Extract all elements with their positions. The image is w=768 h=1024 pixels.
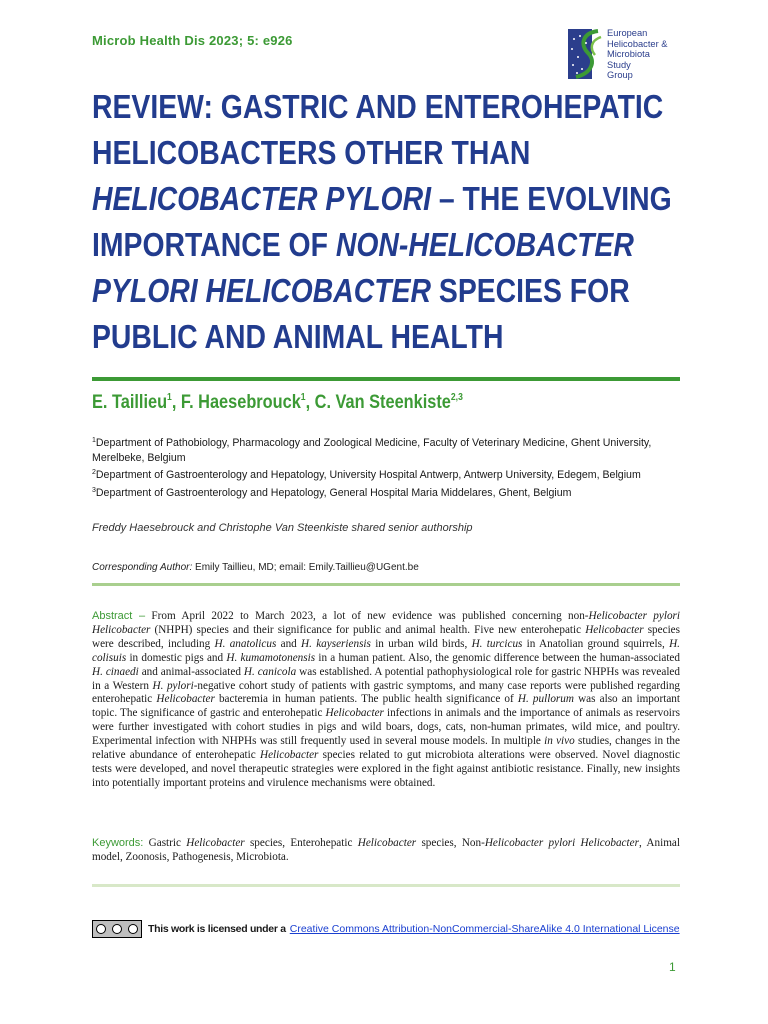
section-divider [92,377,680,381]
affiliation-3: $^3$Department of Gastroenterology and Hepatology, General Hospital Maria Middelares, Ghent, Belgium [92,486,572,499]
section-divider [92,884,680,887]
affiliation-2: $^2$Department of Gastroenterology and Hepatology, University Hospital Antwerp, Antwerp University, Edegem, Belgium [92,469,641,481]
corresponding-author: Corresponding Author: Emily Taillieu, MD; email: Emily.Taillieu@UGent.be [92,562,419,573]
author-list: E. Taillieu$^1$, F. Haesebrouck$^1$, C. Van Steenkiste$^{2,3}$ [92,392,463,413]
license-notice [92,919,680,939]
license-link[interactable]: Creative Commons Attribution-NonCommercial-ShareAlike 4.0 International License [289,923,680,935]
shared-authorship-note: Freddy Haesebrouck and Christophe Van Steenkiste shared senior authorship [92,522,473,534]
society-logo [568,27,680,83]
ehmsg-logo-icon [568,27,604,81]
logo-wordmark: European Helicobacter & Microbiota Study Group [607,28,668,81]
abstract: Abstract – From April 2022 to March 2023, a lot of new evidence was published concerning non-Helicobacter pylori Helicobacter (NHPH) species and their significance for public and animal health. Five new enterohepatic Helicobacter species were described, including H. anatolicus and H. kayseriensis in urban wild birds, H. turcicus in Anatolian ground squirrels, H. colisuis in domestic pigs and H. kumamotonensis in a human patient. Also, the genomic difference between the human-associated H. cinaedi and animal-associated H. canicola was established. A potential pathophysiological role for gastric NHPHs was revealed in a Western H. pylori-negative cohort study of patients with gastric symptoms, and many case reports were published regarding enterohepatic Helicobacter bacteremia in human patients. The public health significance of H. pullorum was also an important topic. The significance of gastric and enterohepatic Helicobacter infections in animals and the importance of animals as reservoirs were further investigated with cohort studies in pigs and wild boars, dogs, cats, non-human primates, wild mice, and poultry. Experimental infection with NHPHs was still frequently used in several mouse models. In multiple in vivo studies, changes in the relative abundance of enterohepatic Helicobacter species related to gut microbiota alterations were observed. Novel diagnostic tests were developed, and novel therapeutic strategies were explored in the fight against antibiotic resistance. Finally, new insights into potentially important proteins and virulence mechanisms were obtained. [92,610,681,789]
page-number: 1 [669,960,676,974]
license-text: This work is licensed under a [148,923,286,935]
section-divider [92,583,680,586]
creative-commons-icon [92,920,142,938]
journal-reference: Microb Health Dis 2023; 5: e926 [92,33,293,48]
affiliation-1: $^1$Department of Pathobiology, Pharmacology and Zoological Medicine, Faculty of Veterinary Medicine, Ghent University, Merelbeke, Belgium [92,437,652,464]
keywords: Keywords: Gastric Helicobacter species, Enterohepatic Helicobacter species, Non-Helicobacter pylori Helicobacter, Animal model, Zoonosis, Pathogenesis, Microbiota. [92,837,680,863]
affiliations [92,434,692,501]
article-title: REVIEW: GASTRIC AND ENTEROHEPATIC HELICOBACTERS OTHER THAN HELICOBACTER PYLORI – THE EVOLVING IMPORTANCE OF NON-HELICOBACTER PYLORI HELICOBACTER SPECIES FOR PUBLIC AND ANIMAL HEALTH [92,88,672,355]
